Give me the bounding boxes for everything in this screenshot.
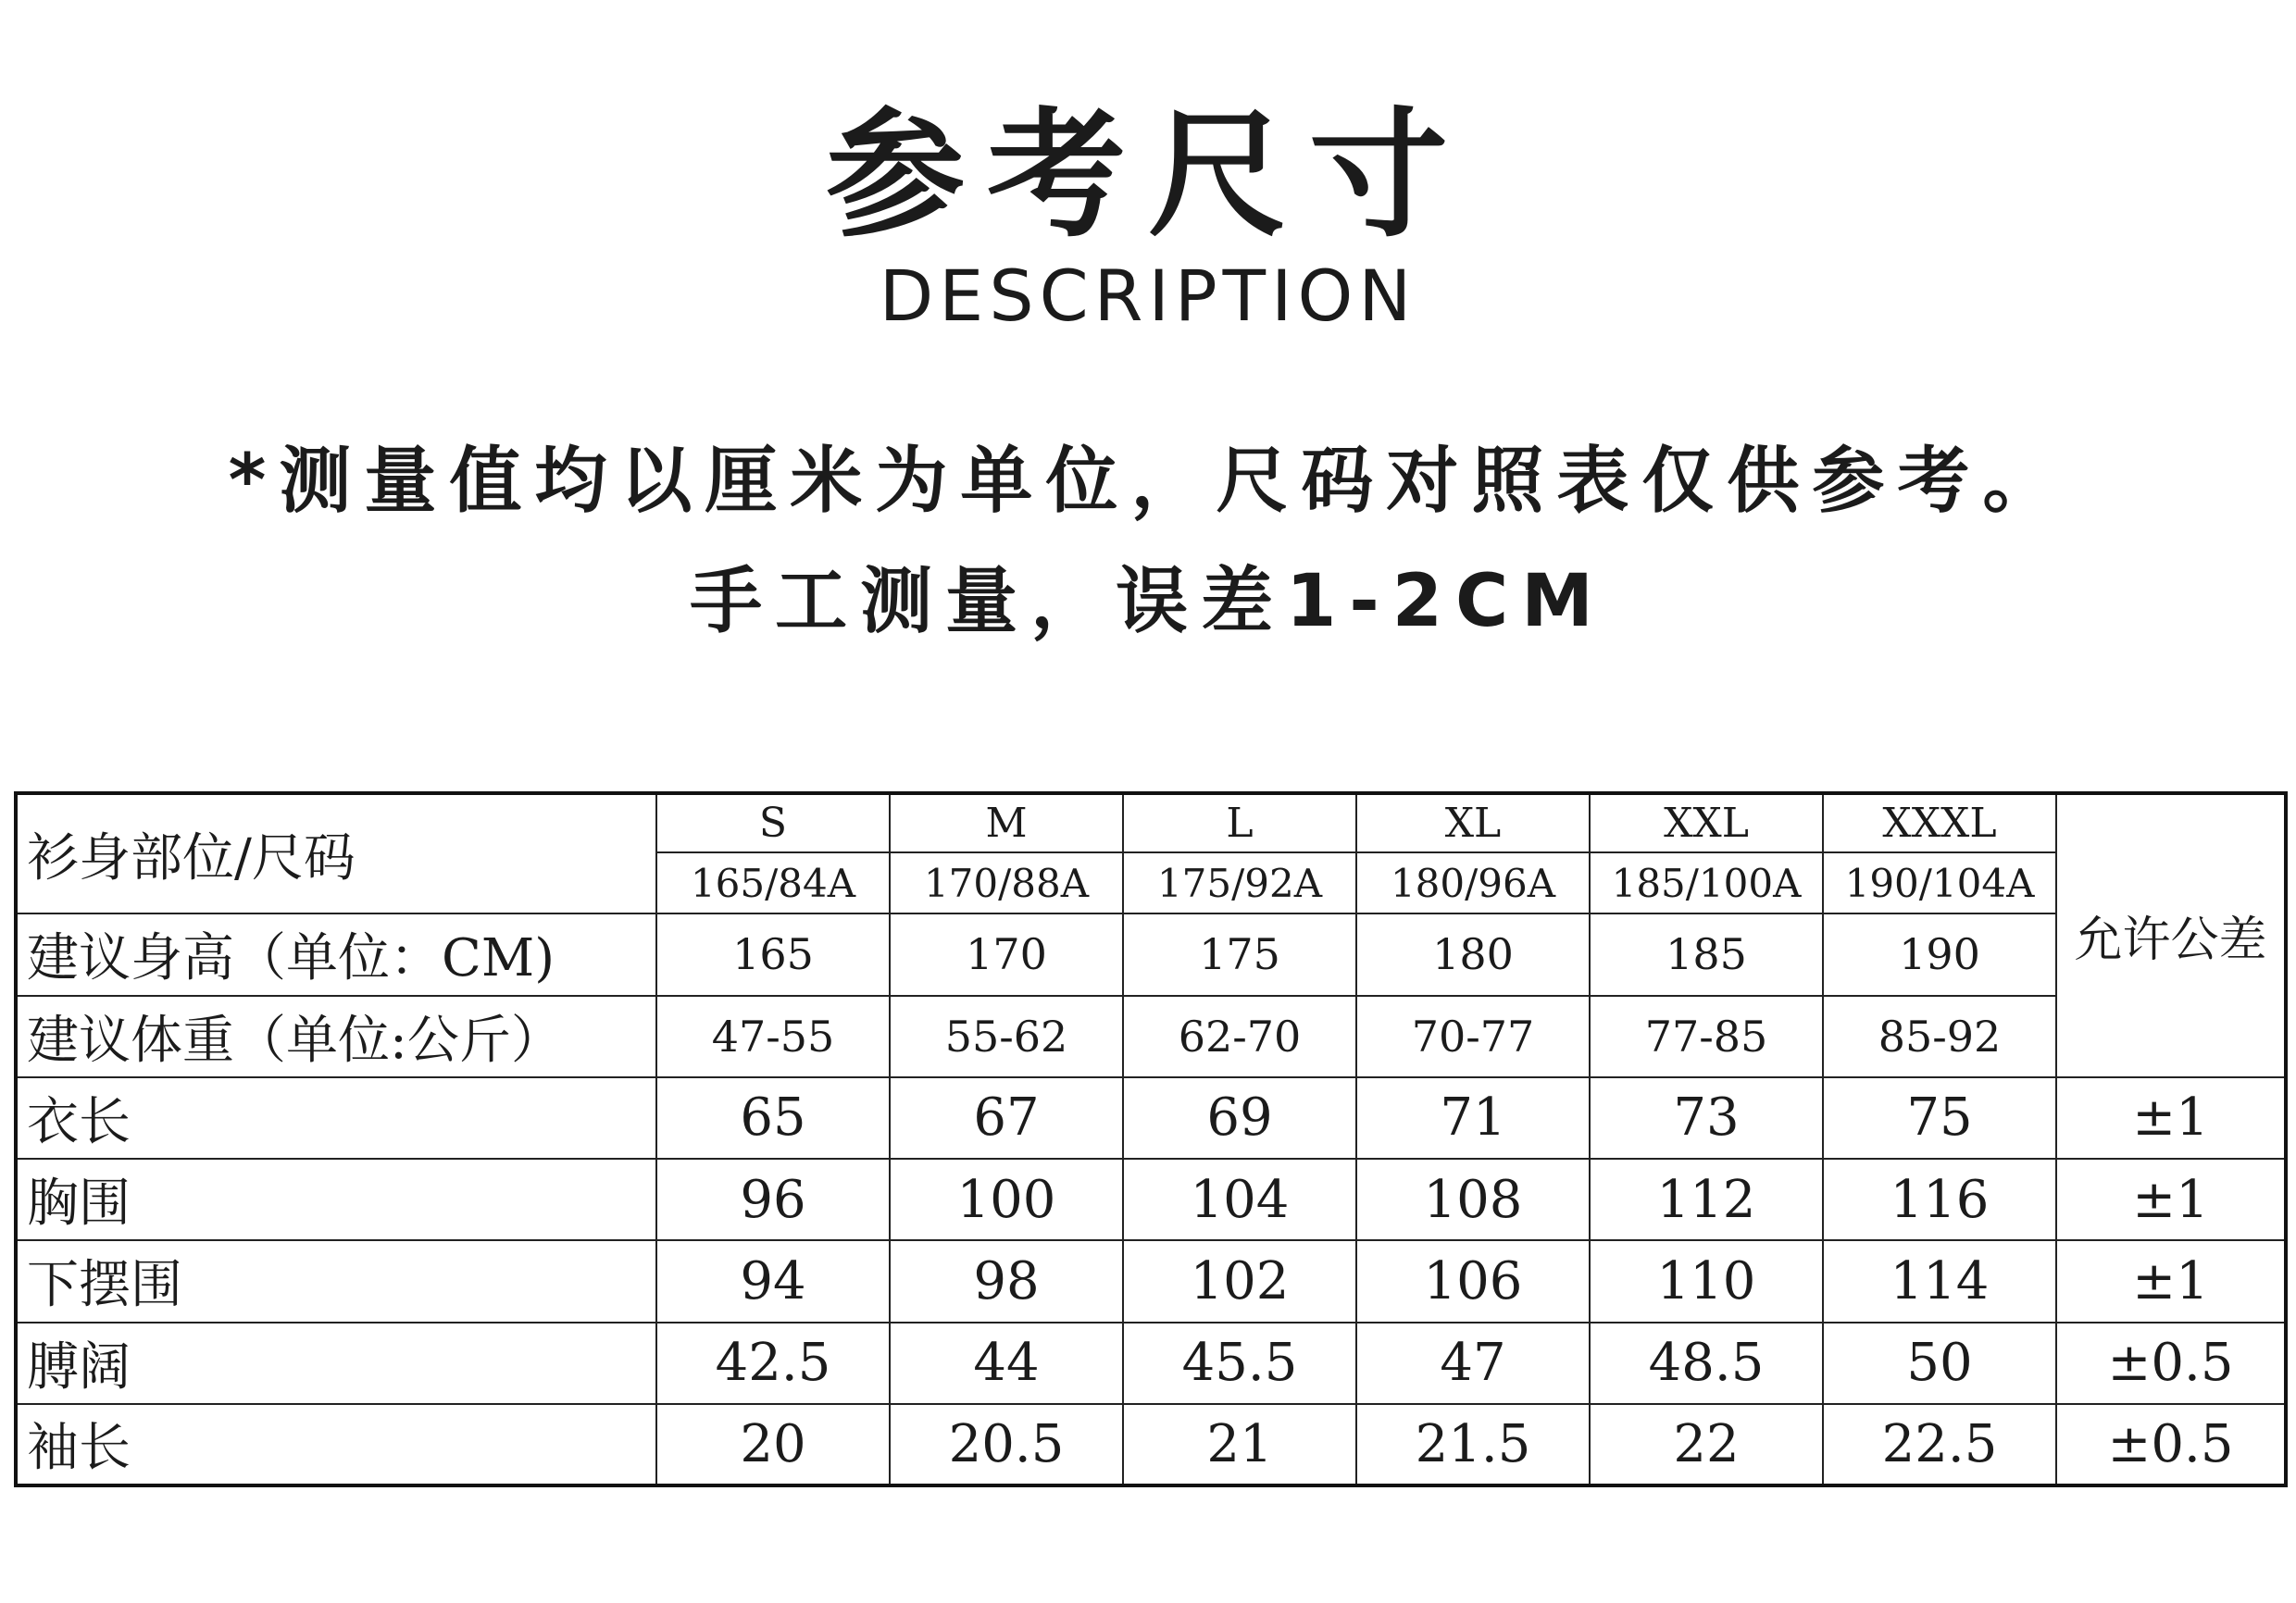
row-label: 膊阔	[16, 1323, 656, 1404]
table-cell: 116	[1823, 1159, 2056, 1240]
size-chart-table	[14, 791, 2288, 1487]
tolerance-cell: ±0.5	[2056, 1323, 2286, 1404]
table-cell: 112	[1590, 1159, 1823, 1240]
size-code: 180/96A	[1356, 852, 1590, 913]
table-cell: 98	[890, 1240, 1123, 1322]
table-row	[16, 1159, 2286, 1240]
size-label: S	[656, 793, 890, 852]
table-cell: 106	[1356, 1240, 1590, 1322]
table-cell: 100	[890, 1159, 1123, 1240]
table-cell: 55-62	[890, 996, 1123, 1077]
table-cell: 22	[1590, 1404, 1823, 1485]
table-cell: 65	[656, 1077, 890, 1159]
row-label: 衣长	[16, 1077, 656, 1159]
size-label: L	[1123, 793, 1356, 852]
row-label: 建议身高（单位：CM)	[16, 913, 656, 995]
table-cell: 50	[1823, 1323, 2056, 1404]
tolerance-cell: ±1	[2056, 1159, 2286, 1240]
table-cell: 47	[1356, 1323, 1590, 1404]
table-cell: 71	[1356, 1077, 1590, 1159]
table-cell: 77-85	[1590, 996, 1823, 1077]
table-cell: 42.5	[656, 1323, 890, 1404]
table-cell: 62-70	[1123, 996, 1356, 1077]
row-label: 建议体重（单位:公斤）	[16, 996, 656, 1077]
table-row	[16, 1077, 2286, 1159]
table-cell: 69	[1123, 1077, 1356, 1159]
table-cell: 165	[656, 913, 890, 995]
table-cell: 73	[1590, 1077, 1823, 1159]
table-cell: 96	[656, 1159, 890, 1240]
table-cell: 70-77	[1356, 996, 1590, 1077]
table-cell: 110	[1590, 1240, 1823, 1322]
table-cell: 45.5	[1123, 1323, 1356, 1404]
table-cell: 170	[890, 913, 1123, 995]
tolerance-header: 允许公差	[2056, 793, 2286, 1077]
corner-label: 衫身部位/尺码	[16, 793, 656, 913]
page-subtitle: DESCRIPTION	[879, 255, 1417, 337]
size-code: 175/92A	[1123, 852, 1356, 913]
table-cell: 20	[656, 1404, 890, 1485]
size-label: XXL	[1590, 793, 1823, 852]
table-cell: 190	[1823, 913, 2056, 995]
table-row	[16, 1240, 2286, 1322]
table-cell: 114	[1823, 1240, 2056, 1322]
row-label: 下摆围	[16, 1240, 656, 1322]
measurement-note: *测量值均以厘米为单位，尺码对照表仅供参考。	[228, 440, 2068, 523]
table-row	[16, 1323, 2286, 1404]
size-code: 185/100A	[1590, 852, 1823, 913]
size-label: XXXL	[1823, 793, 2056, 852]
table-cell: 180	[1356, 913, 1590, 995]
table-cell: 67	[890, 1077, 1123, 1159]
table-cell: 21	[1123, 1404, 1356, 1485]
table-cell: 75	[1823, 1077, 2056, 1159]
tolerance-cell: ±1	[2056, 1240, 2286, 1322]
height-row	[16, 913, 2286, 995]
table-cell: 102	[1123, 1240, 1356, 1322]
size-code: 170/88A	[890, 852, 1123, 913]
size-label: XL	[1356, 793, 1590, 852]
table-row	[16, 1404, 2286, 1485]
error-note: 手工测量，误差1-2CM	[690, 560, 1606, 643]
table-cell: 44	[890, 1323, 1123, 1404]
table-cell: 104	[1123, 1159, 1356, 1240]
table-cell: 108	[1356, 1159, 1590, 1240]
page-title: 参考尺寸	[825, 95, 1470, 256]
table-cell: 20.5	[890, 1404, 1123, 1485]
weight-row	[16, 996, 2286, 1077]
tolerance-cell: ±0.5	[2056, 1404, 2286, 1485]
row-label: 袖长	[16, 1404, 656, 1485]
table-cell: 48.5	[1590, 1323, 1823, 1404]
table-cell: 94	[656, 1240, 890, 1322]
table-cell: 22.5	[1823, 1404, 2056, 1485]
table-cell: 85-92	[1823, 996, 2056, 1077]
table-cell: 21.5	[1356, 1404, 1590, 1485]
table-cell: 185	[1590, 913, 1823, 995]
size-header-row	[16, 793, 2286, 852]
table-cell: 175	[1123, 913, 1356, 995]
row-label: 胸围	[16, 1159, 656, 1240]
size-code: 190/104A	[1823, 852, 2056, 913]
size-label: M	[890, 793, 1123, 852]
tolerance-cell: ±1	[2056, 1077, 2286, 1159]
table-cell: 47-55	[656, 996, 890, 1077]
size-code: 165/84A	[656, 852, 890, 913]
